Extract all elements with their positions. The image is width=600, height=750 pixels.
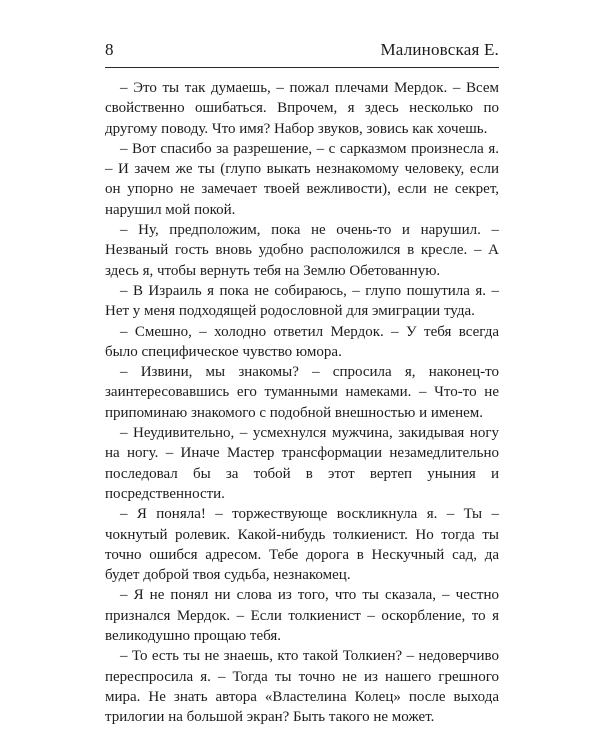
paragraph: – Неудивительно, – усмехнулся мужчина, закидывая ногу на ногу. – Иначе Мастер трансформации незамедлительно последовал бы за тобой в этот вертеп уныния и посредственности. — [105, 425, 499, 502]
paragraph: – В Израиль я пока не собираюсь, – глупо пошутила я. – Нет у меня подходящей родословной для эмиграции туда. — [105, 282, 499, 320]
paragraph: – Я не понял ни слова из того, что ты сказала, – честно признался Мердок. – Если толкиенист – оскорбление, то я великодушно прощаю тебя. — [105, 587, 499, 645]
paragraph: – Это ты так думаешь, – пожал плечами Мердок. – Всем свойственно ошибаться. Впрочем, я здесь несколько по другому поводу. Что имя? Набор звуков, зовись как хочешь. — [105, 80, 499, 137]
paragraph: – Вот спасибо за разрешение, – с сарказмом произнесла я. – И зачем же ты (глупо выкать незнакомому человеку, если он упорно не замечает твоей вежливости), если не секрет, нарушил мой покой. — [105, 140, 499, 218]
paragraph: – Ну, предположим, пока не очень-то и нарушил. – Незваный гость вновь удобно расположился в кресле. – А здесь я, чтобы вернуть тебя на Землю Обетованную. — [105, 222, 499, 279]
paragraph: – Смешно, – холодно ответил Мердок. – У тебя всегда было специфическое чувство юмора. — [105, 323, 499, 360]
paragraph: – Я поняла! – торжествующе воскликнула я. – Ты – чокнутый ролевик. Какой-нибудь толкиенист. Но тогда ты точно ошибся адресом. Тебе дорога в Нескучный сад, да будет доброй твоя судьба, незнакомец. — [105, 506, 499, 584]
header-divider — [105, 67, 499, 68]
running-header — [105, 40, 499, 60]
body-text — [105, 78, 499, 728]
paragraph: – Извини, мы знакомы? – спросила я, наконец-то заинтересовавшись его туманными намеками. – Что-то не припоминаю знакомого с подобной внешностью и именем. — [105, 364, 499, 421]
page-number: 8 — [105, 40, 114, 59]
header-author: Малиновская Е. — [380, 40, 499, 59]
paragraph: – То есть ты не знаешь, кто такой Толкиен? – недоверчиво переспросила я. – Тогда ты точно не из нашего грешного мира. Не знать автора «Властелина Колец» после выхода трилогии на большой экран? Быть такого не может. — [105, 648, 499, 726]
